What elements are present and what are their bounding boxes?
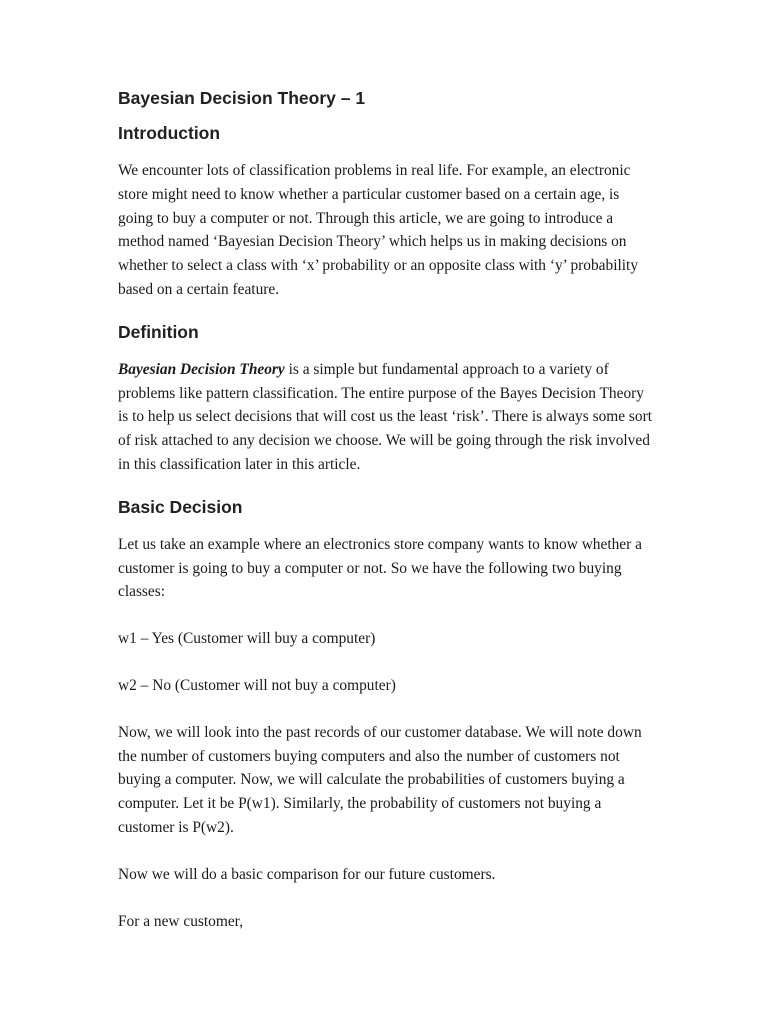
- document-title: Bayesian Decision Theory – 1: [118, 88, 366, 108]
- class-w2-line: w2 – No (Customer will not buy a computer): [118, 676, 396, 694]
- definition-text: is a simple but fundamental approach to a variety of problems like pattern classification. The entire purpose of the Bayes Decision Theory is to help us select decisions that will cost us the least ‘risk’. There is always some sort of risk attached to any decision we choose. We will be going through the risk involved in this classification later in this article.: [118, 360, 653, 473]
- definition-term: Bayesian Decision Theory: [118, 360, 285, 378]
- heading-introduction: Introduction: [118, 123, 221, 143]
- heading-basic-decision: Basic Decision: [118, 496, 243, 517]
- paragraph-past-records: Now, we will look into the past records of our customer database. We will note down the number of customers buying computers and also the number of customers not buying a computer. Now, we will calculate the probabilities of customers buying a computer. Let it be P(w1). Similarly, the probability of customers not buying a customer is P(w2).: [118, 723, 642, 836]
- paragraph-comparison: Now we will do a basic comparison for our future customers.: [118, 865, 496, 883]
- heading-definition: Definition: [118, 321, 199, 342]
- paragraph-basic-decision-intro: Let us take an example where an electronics store company wants to know whether a customer is going to buy a computer or not. So we have the following two buying classes:: [118, 535, 642, 601]
- paragraph-new-customer: For a new customer,: [118, 912, 244, 930]
- class-w1-line: w1 – Yes (Customer will buy a computer): [118, 630, 376, 648]
- paragraph-definition: [118, 358, 658, 477]
- paragraph-introduction: We encounter lots of classification problems in real life. For example, an electronic store might need to know whether a particular customer based on a certain age, is going to buy a computer or not. Through this article, we are going to introduce a method named ‘Bayesian Decision Theory’ which helps us in making decisions on whether to select a class with ‘x’ probability or an opposite class with ‘y’ probability based on a certain feature.: [118, 162, 639, 298]
- document-page: [118, 86, 658, 933]
